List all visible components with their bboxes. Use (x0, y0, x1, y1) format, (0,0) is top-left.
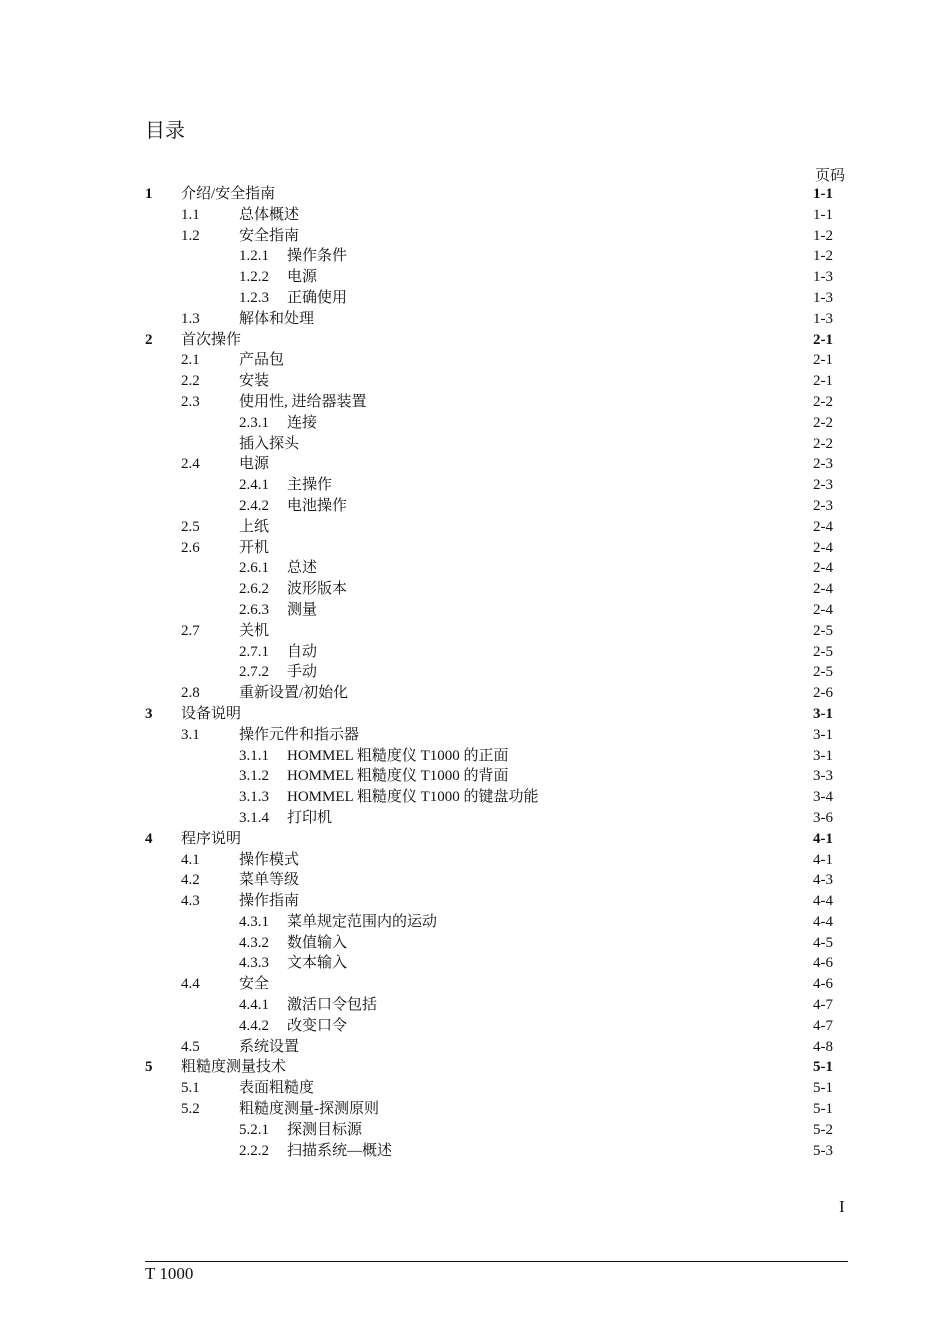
toc-entry-title: 自动 (287, 643, 318, 660)
toc-entry (145, 683, 845, 704)
toc-entry-page: 5-1 (813, 1101, 833, 1118)
toc-entry-number: 5.2 (181, 1101, 200, 1118)
toc-entry-number: 2.3 (181, 393, 200, 410)
toc-entry-page: 2-4 (813, 518, 833, 535)
toc-entry-number: 2.2.2 (239, 1142, 269, 1159)
toc-entry-page: 3-1 (813, 726, 833, 743)
toc-entry-number: 3 (145, 705, 153, 722)
page-title: 目录 (145, 120, 185, 142)
toc-entry-page: 1-3 (813, 269, 833, 286)
toc-entry (145, 891, 845, 912)
toc-entry (145, 662, 845, 683)
toc-entry-number: 2.5 (181, 518, 200, 535)
toc-entry-title: 插入探头 (239, 435, 300, 452)
toc-entry-page: 2-1 (813, 373, 833, 390)
toc-entry-number: 2.6.2 (239, 581, 269, 598)
toc-entry-page: 1-3 (813, 310, 833, 327)
toc-entry-page: 1-1 (813, 206, 833, 223)
toc-entry-page: 4-6 (813, 976, 833, 993)
toc-entry-title: 探测目标源 (287, 1121, 363, 1138)
toc-entry (145, 517, 845, 538)
toc-entry-page: 4-4 (813, 893, 833, 910)
toc-entry-page: 2-3 (813, 456, 833, 473)
toc-entry-title: 菜单等级 (239, 872, 300, 889)
toc-entry-page: 2-5 (813, 643, 833, 660)
toc-entry-page: 4-8 (813, 1038, 833, 1055)
toc-entry-number: 2.7.2 (239, 664, 269, 681)
toc-entry-title: HOMMEL 粗糙度仪 T1000 的背面 (287, 768, 509, 785)
toc-entry-number: 4.3.3 (239, 955, 269, 972)
toc-entry-page: 4-5 (813, 934, 833, 951)
toc-entry-number: 4.2 (181, 872, 200, 889)
toc-entry-page: 1-3 (813, 289, 833, 306)
toc-entry-title: 解体和处理 (239, 310, 315, 327)
toc-entry-title: 文本输入 (287, 955, 348, 972)
toc-entry (145, 933, 845, 954)
toc-entry-number: 1.2 (181, 227, 200, 244)
toc-entry-number: 3.1.3 (239, 789, 269, 806)
toc-entry-title: 系统设置 (239, 1038, 300, 1055)
toc-entry-number: 2.2 (181, 373, 200, 390)
toc-entry-number: 3.1.4 (239, 809, 269, 826)
toc-entry-number: 5.1 (181, 1080, 200, 1097)
toc-entry (145, 288, 845, 309)
toc-entry-title: 测量 (287, 601, 318, 618)
toc-entry-title: 安装 (239, 373, 270, 390)
toc-entry-page: 2-3 (813, 497, 833, 514)
toc-entry-title: 粗糙度测量技术 (181, 1059, 287, 1076)
toc-entry-title: 扫描系统—概述 (287, 1142, 393, 1159)
toc-entry (145, 205, 845, 226)
toc-entry-number: 2.1 (181, 352, 200, 369)
toc-entry-number: 4 (145, 830, 153, 847)
toc-entry-number: 4.3 (181, 893, 200, 910)
toc-entry-number: 3.1.1 (239, 747, 269, 764)
toc-entry (145, 392, 845, 413)
toc-entry-number: 3.1.2 (239, 768, 269, 785)
toc-entry (145, 850, 845, 871)
toc-entry-title: 关机 (239, 622, 270, 639)
toc-entry-title: 产品包 (239, 352, 285, 369)
toc-entry-page: 2-1 (813, 331, 833, 348)
toc-entry-title: 菜单规定范围内的运动 (287, 913, 438, 930)
toc-entry-page: 5-1 (813, 1059, 833, 1076)
table-of-contents (145, 184, 845, 1161)
toc-entry-page: 2-3 (813, 477, 833, 494)
toc-entry-number: 1.2.3 (239, 289, 269, 306)
toc-entry-number: 1.2.1 (239, 248, 269, 265)
toc-entry (145, 995, 845, 1016)
toc-entry-title: 安全指南 (239, 227, 300, 244)
toc-entry-page: 2-2 (813, 414, 833, 431)
toc-entry (145, 600, 845, 621)
toc-entry-number: 4.3.1 (239, 913, 269, 930)
toc-entry-page: 3-1 (813, 705, 833, 722)
toc-entry-number: 1.3 (181, 310, 200, 327)
toc-entry-page: 5-1 (813, 1080, 833, 1097)
toc-entry (145, 246, 845, 267)
toc-entry-page: 4-1 (813, 830, 833, 847)
toc-entry-number: 2.4.1 (239, 477, 269, 494)
toc-entry-page: 3-3 (813, 768, 833, 785)
toc-entry-page: 1-1 (813, 186, 833, 202)
toc-entry-page: 1-2 (813, 248, 833, 265)
toc-entry-title: 操作指南 (239, 893, 300, 910)
toc-entry-title: 程序说明 (181, 830, 242, 847)
toc-entry-title: 操作条件 (287, 248, 348, 265)
toc-entry (145, 434, 845, 455)
toc-entry-page: 4-7 (813, 1017, 833, 1034)
toc-entry-title: 上纸 (239, 518, 270, 535)
toc-entry-page: 4-4 (813, 913, 833, 930)
footer-rule (145, 1261, 848, 1262)
toc-entry (145, 330, 845, 351)
toc-entry (145, 912, 845, 933)
toc-entry (145, 704, 845, 725)
toc-entry-page: 2-2 (813, 393, 833, 410)
toc-entry-title: 激活口令包括 (287, 997, 378, 1014)
toc-entry-page: 4-6 (813, 955, 833, 972)
toc-entry-number: 2.3.1 (239, 414, 269, 431)
toc-entry-number: 2.7.1 (239, 643, 269, 660)
toc-entry-title: 开机 (239, 539, 270, 556)
page-number: I (839, 1197, 845, 1216)
toc-entry-number: 4.3.2 (239, 934, 269, 951)
toc-entry (145, 1057, 845, 1078)
toc-entry-page: 3-6 (813, 809, 833, 826)
toc-entry-title: HOMMEL 粗糙度仪 T1000 的正面 (287, 747, 509, 764)
toc-entry-page: 2-4 (813, 581, 833, 598)
toc-entry-page: 4-3 (813, 872, 833, 889)
toc-entry-number: 5 (145, 1059, 153, 1076)
toc-entry (145, 621, 845, 642)
toc-entry-page: 2-5 (813, 622, 833, 639)
toc-entry-number: 2.6.1 (239, 560, 269, 577)
toc-entry (145, 829, 845, 850)
toc-entry-title: 主操作 (287, 477, 333, 494)
toc-entry (145, 808, 845, 829)
toc-entry-number: 4.4.1 (239, 997, 269, 1014)
toc-entry (145, 413, 845, 434)
toc-entry-number: 1.2.2 (239, 269, 269, 286)
toc-entry-number: 4.1 (181, 851, 200, 868)
toc-entry (145, 1037, 845, 1058)
toc-entry (145, 974, 845, 995)
toc-entry-title: 波形版本 (287, 581, 348, 598)
toc-entry-number: 4.4 (181, 976, 200, 993)
toc-entry-title: 数值输入 (287, 934, 348, 951)
toc-entry-page: 1-2 (813, 227, 833, 244)
toc-entry (145, 787, 845, 808)
toc-entry (145, 371, 845, 392)
toc-entry-page: 5-3 (813, 1142, 833, 1159)
toc-entry-title: 总述 (287, 560, 318, 577)
toc-entry-number: 2.6.3 (239, 601, 269, 618)
toc-entry (145, 1016, 845, 1037)
toc-entry-page: 4-1 (813, 851, 833, 868)
toc-entry (145, 1099, 845, 1120)
toc-entry-title: 改变口令 (287, 1017, 348, 1034)
toc-entry-page: 4-7 (813, 997, 833, 1014)
toc-entry-page: 5-2 (813, 1121, 833, 1138)
toc-entry-number: 2.7 (181, 622, 200, 639)
toc-entry-title: 首次操作 (181, 331, 242, 348)
toc-entry-page: 2-4 (813, 560, 833, 577)
toc-entry-page: 3-1 (813, 747, 833, 764)
toc-entry (145, 475, 845, 496)
toc-entry (145, 538, 845, 559)
toc-entry-number: 1 (145, 186, 153, 202)
toc-entry-number: 5.2.1 (239, 1121, 269, 1138)
toc-entry-title: 安全 (239, 976, 270, 993)
toc-entry-page: 2-5 (813, 664, 833, 681)
toc-entry (145, 226, 845, 247)
toc-entry-number: 2.4.2 (239, 497, 269, 514)
page-column-header: 页码 (815, 168, 846, 184)
toc-entry-title: 表面粗糙度 (239, 1080, 315, 1097)
toc-entry (145, 267, 845, 288)
toc-entry (145, 746, 845, 767)
toc-entry-title: 电源 (239, 456, 270, 473)
toc-entry-number: 4.5 (181, 1038, 200, 1055)
toc-entry-title: 打印机 (287, 809, 333, 826)
toc-entry (145, 558, 845, 579)
toc-entry (145, 496, 845, 517)
toc-entry-page: 2-4 (813, 601, 833, 618)
toc-entry-title: 电源 (287, 269, 318, 286)
toc-entry-page: 2-4 (813, 539, 833, 556)
toc-entry (145, 953, 845, 974)
toc-entry (145, 1078, 845, 1099)
toc-entry (145, 766, 845, 787)
toc-entry-title: 正确使用 (287, 289, 348, 306)
toc-entry (145, 309, 845, 330)
toc-entry-number: 2.4 (181, 456, 200, 473)
toc-entry (145, 454, 845, 475)
toc-entry (145, 579, 845, 600)
toc-entry (145, 870, 845, 891)
toc-entry (145, 642, 845, 663)
toc-entry-title: HOMMEL 粗糙度仪 T1000 的键盘功能 (287, 789, 539, 806)
toc-entry (145, 350, 845, 371)
toc-entry-number: 3.1 (181, 726, 200, 743)
toc-entry-title: 粗糙度测量-探测原则 (239, 1101, 379, 1118)
toc-entry-number: 4.4.2 (239, 1017, 269, 1034)
toc-entry-page: 2-6 (813, 685, 833, 702)
toc-entry-title: 重新设置/初始化 (239, 685, 349, 702)
toc-entry-number: 2.6 (181, 539, 200, 556)
toc-entry-page: 2-2 (813, 435, 833, 452)
toc-entry-page: 2-1 (813, 352, 833, 369)
toc-entry-title: 手动 (287, 664, 318, 681)
toc-entry (145, 1120, 845, 1141)
toc-entry (145, 184, 845, 205)
toc-entry-page: 3-4 (813, 789, 833, 806)
toc-entry (145, 725, 845, 746)
toc-entry-number: 2.8 (181, 685, 200, 702)
toc-entry-title: 使用性, 进给器装置 (239, 393, 367, 410)
toc-entry-title: 总体概述 (239, 206, 300, 223)
footer-title: T 1000 (145, 1264, 194, 1283)
toc-entry-number: 1.1 (181, 206, 200, 223)
toc-entry-title: 操作模式 (239, 851, 300, 868)
toc-entry-number: 2 (145, 331, 153, 348)
toc-entry-title: 操作元件和指示器 (239, 726, 360, 743)
toc-entry-title: 连接 (287, 414, 318, 431)
toc-entry (145, 1141, 845, 1162)
toc-entry-title: 电池操作 (287, 497, 348, 514)
toc-entry-title: 设备说明 (181, 705, 242, 722)
toc-entry-title: 介绍/安全指南 (181, 186, 276, 202)
